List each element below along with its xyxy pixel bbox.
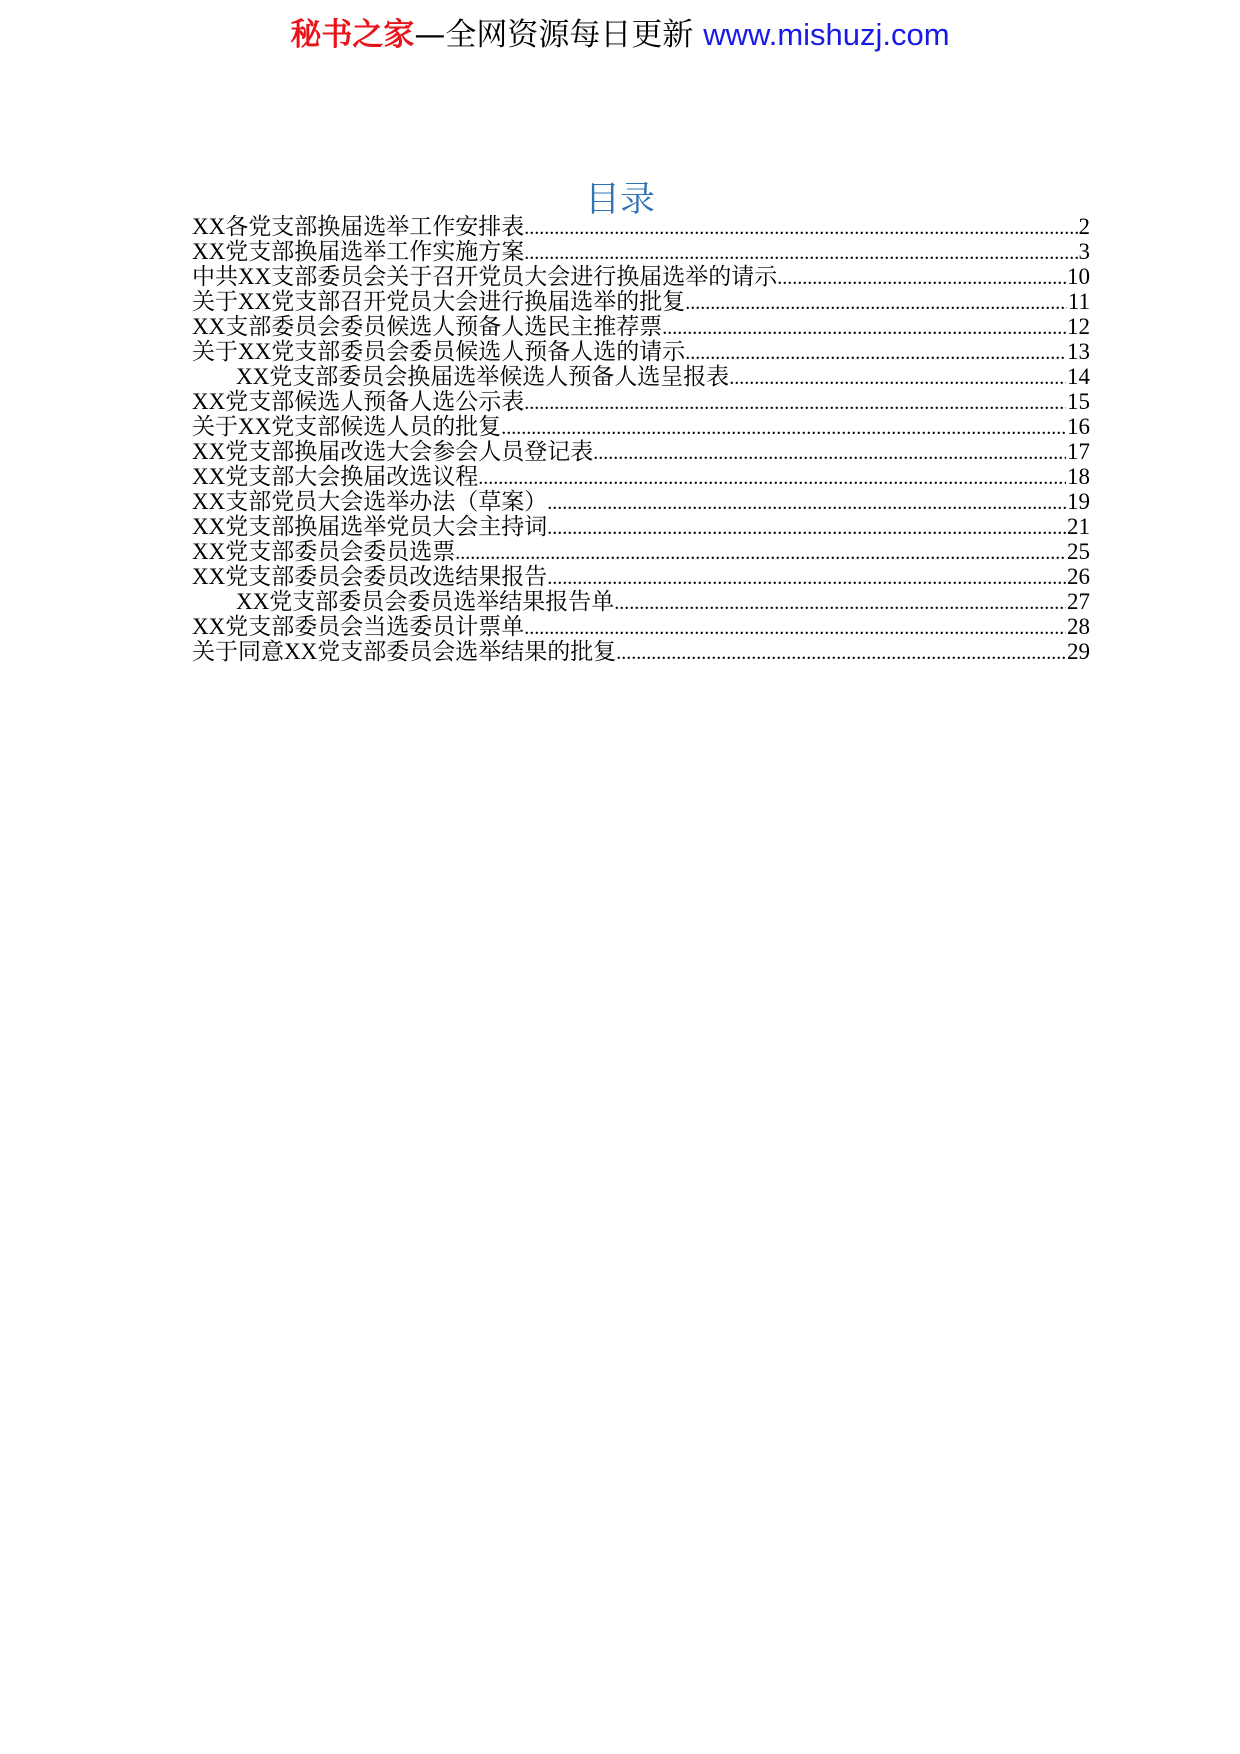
toc-page-number: 2: [1078, 214, 1090, 239]
toc-entry-text: 关于XX党支部委员会委员候选人预备人选的请示: [192, 339, 686, 364]
site-link[interactable]: www.mishuzj.com: [703, 17, 950, 52]
toc-page-number: 13: [1067, 339, 1090, 364]
toc-entry[interactable]: [192, 439, 1090, 464]
toc-leader: [524, 392, 1066, 414]
toc-entry[interactable]: [192, 239, 1090, 264]
toc-leader: [729, 367, 1066, 389]
toc-entry-text: XX党支部换届改选大会参会人员登记表: [192, 439, 594, 464]
toc-entry[interactable]: [192, 389, 1090, 414]
toc-leader: [662, 317, 1066, 339]
toc-page-number: 12: [1067, 314, 1090, 339]
slogan: —全网资源每日更新: [414, 17, 704, 53]
toc-page-number: 21: [1067, 514, 1090, 539]
toc-entry-text: XX党支部换届选举工作实施方案: [192, 239, 525, 264]
toc-leader: [616, 642, 1066, 664]
toc-page-number: 15: [1067, 389, 1090, 414]
toc-entry[interactable]: [192, 289, 1090, 314]
toc-entry[interactable]: [192, 639, 1090, 664]
toc-leader: [478, 467, 1066, 489]
toc-page-number: 17: [1067, 439, 1090, 464]
toc-page-number: 10: [1067, 264, 1090, 289]
toc-entry-text: XX党支部委员会委员选举结果报告单: [236, 589, 615, 614]
toc-page-number: 25: [1067, 539, 1090, 564]
toc-entry-text: XX党支部委员会委员改选结果报告: [192, 564, 548, 589]
toc-leader: [524, 242, 1077, 264]
toc-page-number: 28: [1067, 614, 1090, 639]
toc-entry[interactable]: [192, 414, 1090, 439]
toc-entry[interactable]: [192, 514, 1090, 539]
toc-leader: [777, 267, 1066, 289]
toc-leader: [547, 492, 1066, 514]
toc-entry[interactable]: [192, 589, 1090, 614]
toc-entry[interactable]: [192, 614, 1090, 639]
toc-title: 目录: [584, 180, 655, 220]
toc-entry[interactable]: [192, 564, 1090, 589]
toc-page-number: 14: [1067, 364, 1090, 389]
toc-entry[interactable]: [192, 489, 1090, 514]
toc-page-number: 19: [1067, 489, 1090, 514]
toc-leader: [524, 617, 1066, 639]
toc-leader: [593, 442, 1066, 464]
toc-entry-text: XX党支部委员会换届选举候选人预备人选呈报表: [236, 364, 730, 389]
toc-entry-text: XX党支部换届选举党员大会主持词: [192, 514, 548, 539]
toc-leader: [547, 567, 1066, 589]
toc-leader: [524, 217, 1077, 239]
toc-page-number: 26: [1067, 564, 1090, 589]
toc-leader: [547, 517, 1066, 539]
toc-page-number: 27: [1067, 589, 1090, 614]
toc-entry[interactable]: [192, 364, 1090, 389]
toc-page-number: 3: [1078, 239, 1090, 264]
toc-leader: [685, 292, 1067, 314]
toc-leader: [685, 342, 1066, 364]
toc-entry[interactable]: [192, 539, 1090, 564]
page-header: [0, 14, 1240, 56]
toc-leader: [455, 542, 1066, 564]
toc-entry[interactable]: [192, 314, 1090, 339]
table-of-contents: [192, 214, 1090, 664]
toc-page-number: 29: [1067, 639, 1090, 664]
toc-page-number: 11: [1067, 289, 1090, 314]
toc-page-number: 16: [1067, 414, 1090, 439]
toc-entry-text: XX支部委员会委员候选人预备人选民主推荐票: [192, 314, 663, 339]
toc-entry[interactable]: [192, 264, 1090, 289]
toc-entry[interactable]: [192, 464, 1090, 489]
toc-entry[interactable]: [192, 214, 1090, 239]
toc-entry-text: XX党支部委员会当选委员计票单: [192, 614, 525, 639]
toc-entry-text: XX党支部大会换届改选议程: [192, 464, 479, 489]
toc-entry-text: XX党支部候选人预备人选公示表: [192, 389, 525, 414]
toc-entry[interactable]: [192, 339, 1090, 364]
toc-entry-text: 关于同意XX党支部委员会选举结果的批复: [192, 639, 617, 664]
toc-leader: [614, 592, 1066, 614]
toc-leader: [501, 417, 1066, 439]
toc-entry-text: XX支部党员大会选举办法（草案）: [192, 489, 548, 514]
toc-entry-text: XX各党支部换届选举工作安排表: [192, 214, 525, 239]
toc-entry-text: XX党支部委员会委员选票: [192, 539, 456, 564]
toc-entry-text: 中共XX支部委员会关于召开党员大会进行换届选举的请示: [192, 264, 778, 289]
toc-entry-text: 关于XX党支部候选人员的批复: [192, 414, 502, 439]
toc-entry-text: 关于XX党支部召开党员大会进行换届选举的批复: [192, 289, 686, 314]
brand-name: 秘书之家: [290, 17, 415, 53]
toc-page-number: 18: [1067, 464, 1090, 489]
